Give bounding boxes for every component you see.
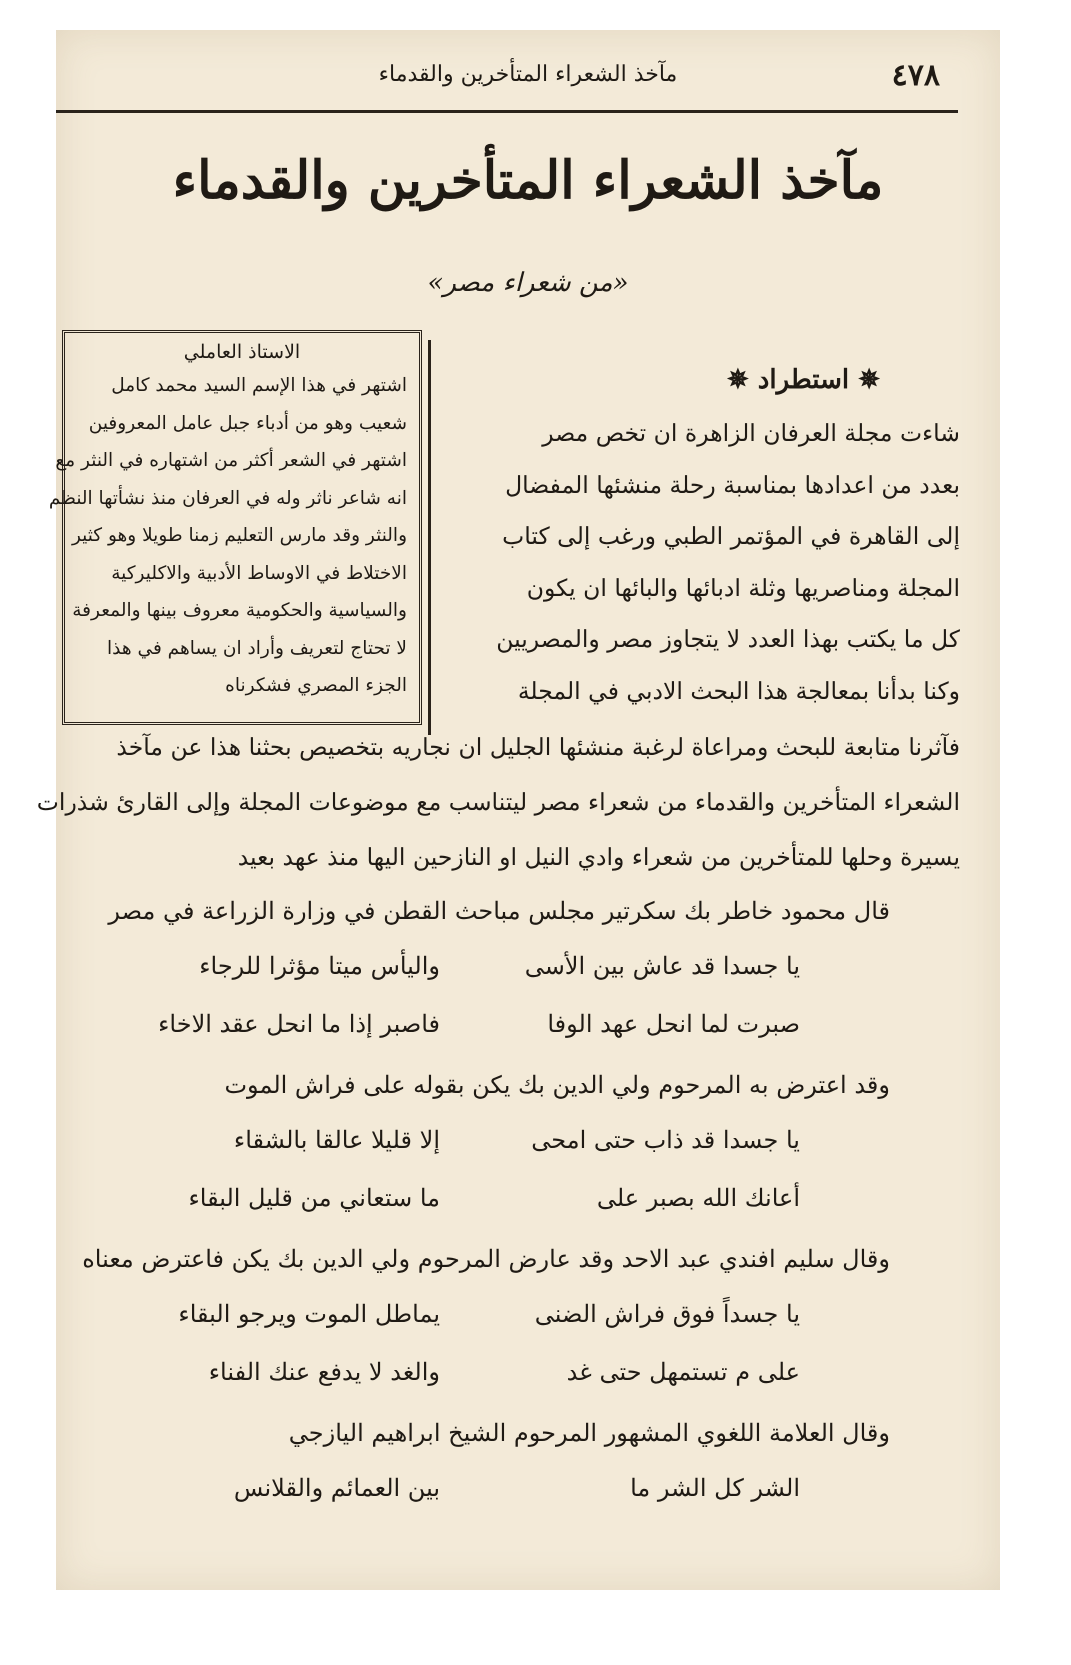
author-sidebar-box [48, 330, 422, 725]
right-text-column [450, 408, 960, 717]
first-hemistich: على م تستمهل حتى غد [566, 1358, 800, 1386]
column-rule [428, 340, 431, 735]
full-width-text [36, 720, 960, 885]
paragraph-line: يسيرة وحلها للمتأخرين من شعراء وادي النيل او النازحين اليها منذ عهد بعيد [237, 843, 960, 871]
sidebar-line: الجزء المصري فشكرناه [225, 675, 407, 696]
first-hemistich: الشر كل الشر ما [630, 1474, 800, 1502]
second-hemistich: إلا قليلا عالقا بالشقاء [233, 1126, 440, 1154]
first-hemistich: صبرت لما انحل عهد الوفا [547, 1010, 800, 1038]
star-ornament-icon: ✵ [858, 365, 880, 395]
second-hemistich: واليأس ميتا مؤثرا للرجاء [199, 952, 440, 980]
running-head [116, 58, 940, 98]
verse-line [60, 1114, 960, 1172]
article-subtitle: «من شعراء مصر» [427, 268, 629, 298]
header-rule [56, 110, 958, 113]
sidebar-line: والسياسية والحكومية معروف بينها والمعرفة [72, 600, 407, 621]
verse-line [60, 1172, 960, 1230]
first-hemistich: يا جسدا قد عاش بين الأسى [524, 952, 800, 980]
verse-intro: وقال سليم افندي عبد الاحد وقد عارض المرحوم ولي الدين بك يكن فاعترض معناه [82, 1245, 890, 1273]
verse-line [60, 998, 960, 1056]
first-hemistich: يا جسداً فوق فراش الضنى [534, 1300, 800, 1328]
sidebar-line: لا تحتاج لتعريف وأراد ان يساهم في هذا [107, 637, 407, 659]
article-title: مآخذ الشعراء المتأخرين والقدماء [172, 150, 884, 211]
verse-line [60, 940, 960, 998]
first-hemistich: يا جسدا قد ذاب حتى امحى [531, 1126, 800, 1154]
section-heading [727, 365, 880, 395]
verse-line [60, 1346, 960, 1404]
first-hemistich: أعانك الله بصبر على [596, 1184, 800, 1212]
paragraph-line: كل ما يكتب بهذا العدد لا يتجاوز مصر والمصريين [496, 625, 960, 653]
sidebar-line: اشتهر في هذا الإسم السيد محمد كامل [111, 375, 407, 396]
verse-intro: قال محمود خاطر بك سكرتير مجلس مباحث القطن في وزارة الزراعة في مصر [108, 897, 890, 925]
poetry-section [60, 882, 960, 1520]
paragraph-line: بعدد من اعدادها بمناسبة رحلة منشئها المفضال [505, 470, 960, 499]
sidebar-title: الاستاذ العاملي [183, 341, 301, 363]
paragraph-line: المجلة ومناصريها وثلة ادبائها والبائها ان يكون [526, 573, 960, 602]
verse-line [60, 1288, 960, 1346]
sidebar-line: اشتهر في الشعر أكثر من اشتهاره في النثر مع [55, 450, 407, 471]
verse-line [60, 1462, 960, 1520]
book-page [36, 30, 1000, 1590]
second-hemistich: بين العمائم والقلانس [233, 1474, 440, 1502]
paragraph-line: الشعراء المتأخرين والقدماء من شعراء مصر ليتناسب مع موضوعات المجلة وإلى القارئ شذرات [36, 788, 960, 816]
second-hemistich: ما ستعاني من قليل البقاء [188, 1184, 440, 1212]
sidebar-line: انه شاعر ناثر وله في العرفان منذ نشأتها النظم [48, 487, 407, 509]
paragraph-line: إلى القاهرة في المؤتمر الطبي ورغب إلى كتاب [502, 522, 960, 550]
verse-intro: وقال العلامة اللغوي المشهور المرحوم الشيخ ابراهيم اليازجي [288, 1419, 890, 1447]
running-title: مآخذ الشعراء المتأخرين والقدماء [378, 62, 678, 87]
paragraph-line: شاءت مجلة العرفان الزاهرة ان تخص مصر [542, 419, 960, 447]
second-hemistich: فاصبر إذا ما انحل عقد الاخاء [158, 1010, 440, 1038]
second-hemistich: يماطل الموت ويرجو البقاء [178, 1300, 440, 1328]
star-ornament-icon: ✵ [726, 365, 749, 395]
second-hemistich: والغد لا يدفع عنك الفناء [208, 1358, 440, 1386]
section-heading-text: استطراد [757, 365, 850, 395]
paragraph-line: وكنا بدأنا بمعالجة هذا البحث الادبي في المجلة [517, 676, 960, 705]
sidebar-line: والنثر وقد مارس التعليم زمنا طويلا وهو كثير [71, 525, 407, 546]
sidebar-line: شعيب وهو من أدباء جبل عامل المعروفين [88, 412, 407, 434]
paragraph-line: فآثرنا متابعة للبحث ومراعاة لرغبة منشئها الجليل ان نجاريه بتخصيص بحثنا هذا عن مآخذ [116, 733, 960, 761]
sidebar-line: الاختلاط في الاوساط الأدبية والاكليركية [111, 562, 407, 584]
verse-intro: وقد اعترض به المرحوم ولي الدين بك يكن بقوله على فراش الموت [224, 1071, 890, 1099]
page-number: ٤٧٨ [891, 58, 940, 93]
